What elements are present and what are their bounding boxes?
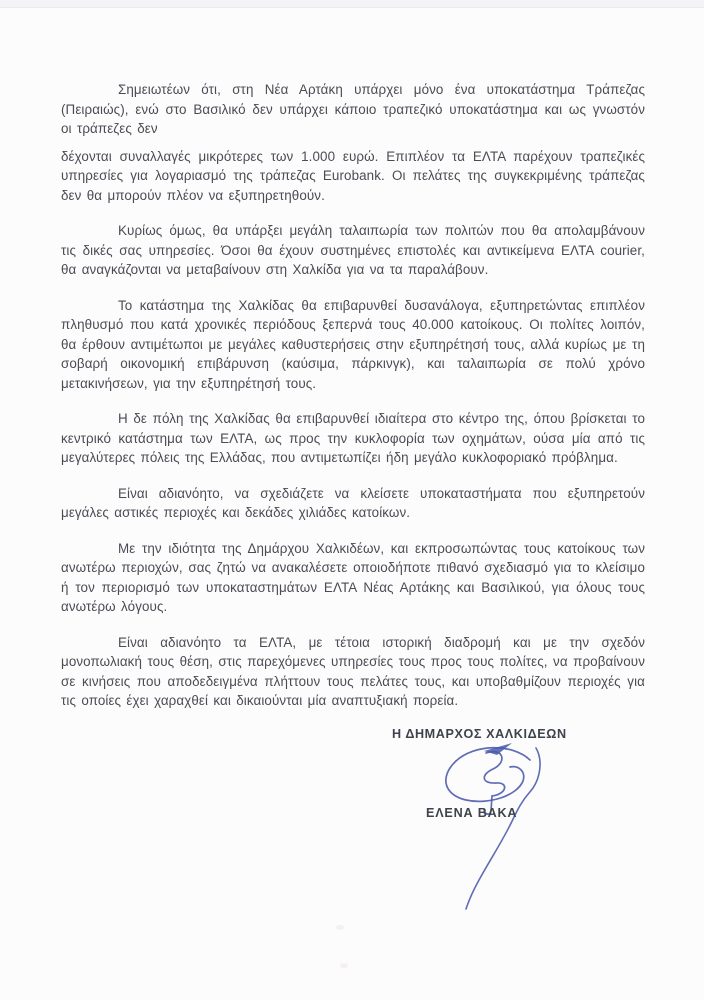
signer-title: Η ΔΗΜΑΡΧΟΣ ΧΑΛΚΙΔΕΩΝ [392, 727, 567, 741]
paragraph: Σημειωτέων ότι, στη Νέα Αρτάκη υπάρχει μόνο ένα υποκατάστημα Τράπεζας (Πειραιώς), ενώ στο Βασιλικό δεν υπάρχει κάποιο τραπεζικό υποκατάστημα και ως γνωστόν οι τράπεζες δεν [61, 82, 645, 136]
paragraph: Η δε πόλη της Χαλκίδας θα επιβαρυνθεί ιδιαίτερα στο κέντρο της, όπου βρίσκεται το κεντρικό κατάστημα των ΕΛΤΑ, ως προς την κυκλοφορία των οχημάτων, ούσα μία από τις μεγαλύτερες πόλεις της Ελλάδας, που αντιμετωπίζει ήδη μεγάλο κυκλοφοριακό πρόβλημα. [61, 411, 645, 465]
signature-ink-blob [484, 743, 512, 755]
scan-edge-artifact [0, 0, 704, 8]
scan-smudge [336, 925, 344, 930]
paragraph: Κυρίως όμως, θα υπάρξει μεγάλη ταλαιπωρία των πολιτών που θα απολαμβάνουν τις δικές σας υπηρεσίες. Όσοι θα έχουν συστημένες επιστολές και αντικείμενα ΕΛΤΑ courier, θα αναγκάζονται να μεταβαίνουν στη Χαλκίδα για να τα παραλάβουν. [61, 223, 645, 277]
paragraph: Είναι αδιανόητο, να σχεδιάζετε να κλείσετε υποκαταστήματα που εξυπηρετούν μεγάλες αστικές περιοχές και δεκάδες χιλιάδες κατοίκων. [61, 485, 645, 520]
paragraph: δέχονται συναλλαγές μικρότερες των 1.000 ευρώ. Επιπλέον τα ΕΛΤΑ παρέχουν τραπεζικές υπηρεσίες για λογαριασμό της τράπεζας Eurobank. Οι πελάτες της συγκεκριμένης τράπεζας δεν θα μπορούν πλέον να εξυπηρετηθούν. [61, 148, 645, 203]
letter-body [61, 80, 645, 727]
signer-name: ΕΛΕΝΑ ΒΑΚΑ [426, 806, 518, 820]
signature-stroke-loop [446, 748, 530, 802]
paragraph: Με την ιδιότητα της Δημάρχου Χαλκιδέων, και εκπροσωπώντας τους κατοίκους των ανωτέρω περιοχών, σας ζητώ να ανακαλέσετε οποιοδήποτε πιθανό σχεδιασμό για το κλείσιμο ή τον περιορισμό των υποκαταστημάτων ΕΛΤΑ Νέας Αρτάκης και Βασιλικού, για όλους τους ανωτέρω λόγους. [61, 540, 645, 614]
paragraph: Το κατάστημα της Χαλκίδας θα επιβαρυνθεί δυσανάλογα, εξυπηρετώντας επιπλέον πληθυσμό που κατά χρονικές περιόδους ξεπερνά τους 40.000 κατοίκους. Οι πολίτες λοιπόν, θα έρθουν αντιμέτωποι με μεγάλες καθυστερήσεις στην εξυπηρέτησή τους, αλλά κυρίως με τη σοβαρή οικονομική επιβάρυνση (καύσιμα, πάρκινγκ), και ταλαιπωρία σε πολύ χρόνο μετακινήσεων, για την εξυπηρέτησή τους. [61, 297, 645, 391]
scan-smudge [340, 963, 348, 968]
handwritten-signature-icon [428, 738, 552, 913]
signature-stroke-squiggle [484, 752, 505, 815]
signature-stroke-tail [466, 748, 540, 909]
paragraph: Είναι αδιανόητο τα ΕΛΤΑ, με τέτοια ιστορική διαδρομή και με την σχεδόν μονοπωλιακή τους θέση, στις παρεχόμενες υπηρεσίες τους προς τους πολίτες, να προβαίνουν σε κινήσεις που αποδεδειγμένα πλήττουν τους πελάτες τους, και υποβαθμίζουν περιοχές για τις οποίες έχει χαραχθεί και δικαιούνται μία αναπτυξιακή πορεία. [61, 634, 645, 708]
paragraph-list [61, 80, 645, 711]
